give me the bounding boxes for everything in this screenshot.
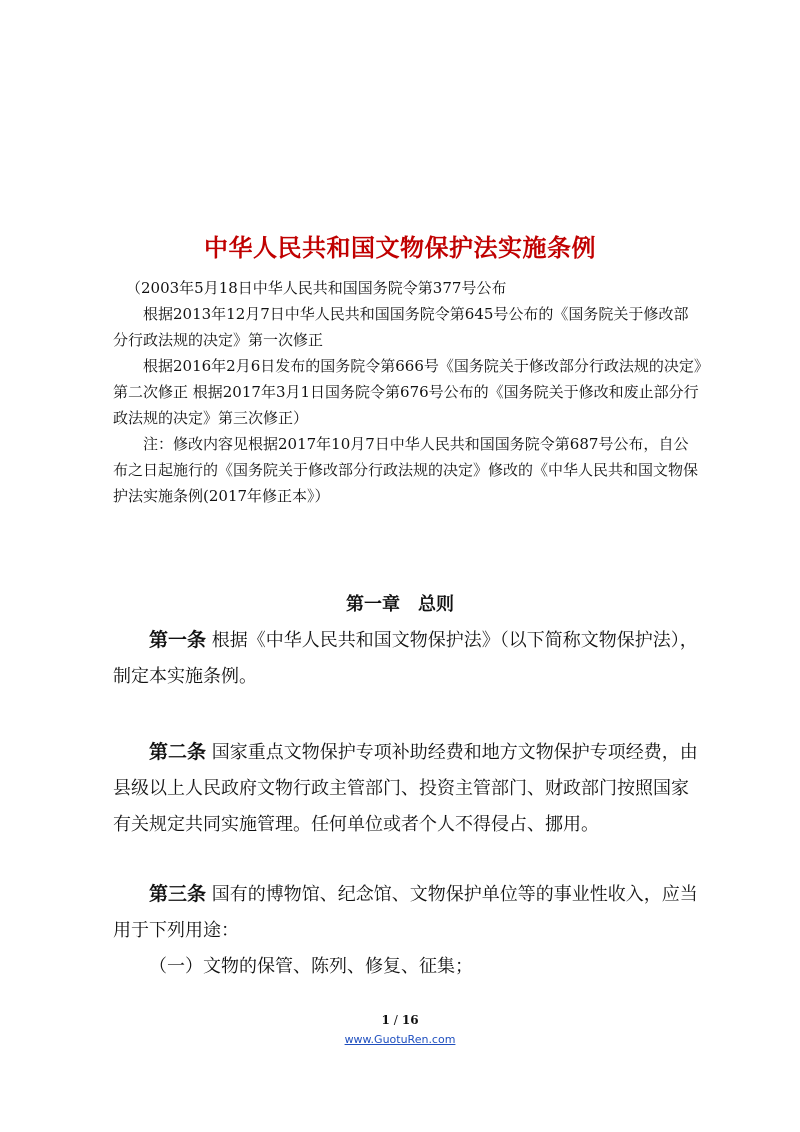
article-1-text: 根据《中华人民共和国文物保护法》（以下简称文物保护法），制定本实施条例。 — [113, 630, 698, 687]
article-1 — [113, 622, 703, 695]
promulgation-note — [113, 275, 703, 509]
article-3-text: 国有的博物馆、纪念馆、文物保护单位等的事业性收入，应当用于下列用途： — [113, 884, 698, 941]
article-2-text: 国家重点文物保护专项补助经费和地方文物保护专项经费，由县级以上人民政府文物行政主管部门、投资主管部门、财政部门按照国家有关规定共同实施管理。任何单位或者个人不得侵占、挪用。 — [113, 742, 698, 835]
article-3 — [113, 876, 703, 985]
article-1-head: 第一条 — [149, 629, 207, 651]
page-number — [0, 1013, 800, 1027]
article-2-head: 第二条 — [149, 741, 207, 763]
page-current: 1 — [381, 1013, 390, 1027]
note-line-remark: 注：修改内容见根据2017年10月7日中华人民共和国国务院令第687号公布，自公布之日起施行的《国务院关于修改部分行政法规的决定》修改的《中华人民共和国文物保护法实施条例(2017年修正本》） — [113, 435, 699, 505]
note-line-first-amendment: 根据2013年12月7日中华人民共和国国务院令第645号公布的《国务院关于修改部分行政法规的决定》第一次修正 — [113, 305, 689, 349]
page-total: 16 — [401, 1013, 419, 1027]
chapter-heading: 第一章 总则 — [346, 594, 454, 615]
document-title: 中华人民共和国文物保护法实施条例 — [204, 234, 596, 262]
note-line-promulgation: （2003年5月18日中华人民共和国国务院令第377号公布 — [126, 279, 507, 297]
page-separator: / — [393, 1013, 398, 1027]
article-2 — [113, 734, 703, 843]
article-3-head: 第三条 — [149, 883, 207, 905]
note-line-second-third-amendment: 根据2016年2月6日发布的国务院令第666号《国务院关于修改部分行政法规的决定》第二次修正 根据2017年3月1日国务院令第676号公布的《国务院关于修改和废止部分行政法规的决定》第三次修正） — [113, 357, 702, 427]
footer-website — [0, 1033, 800, 1046]
website-link[interactable]: www.GuotuRen.com — [344, 1033, 456, 1046]
article-3-item-1: （一）文物的保管、陈列、修复、征集； — [149, 956, 473, 977]
